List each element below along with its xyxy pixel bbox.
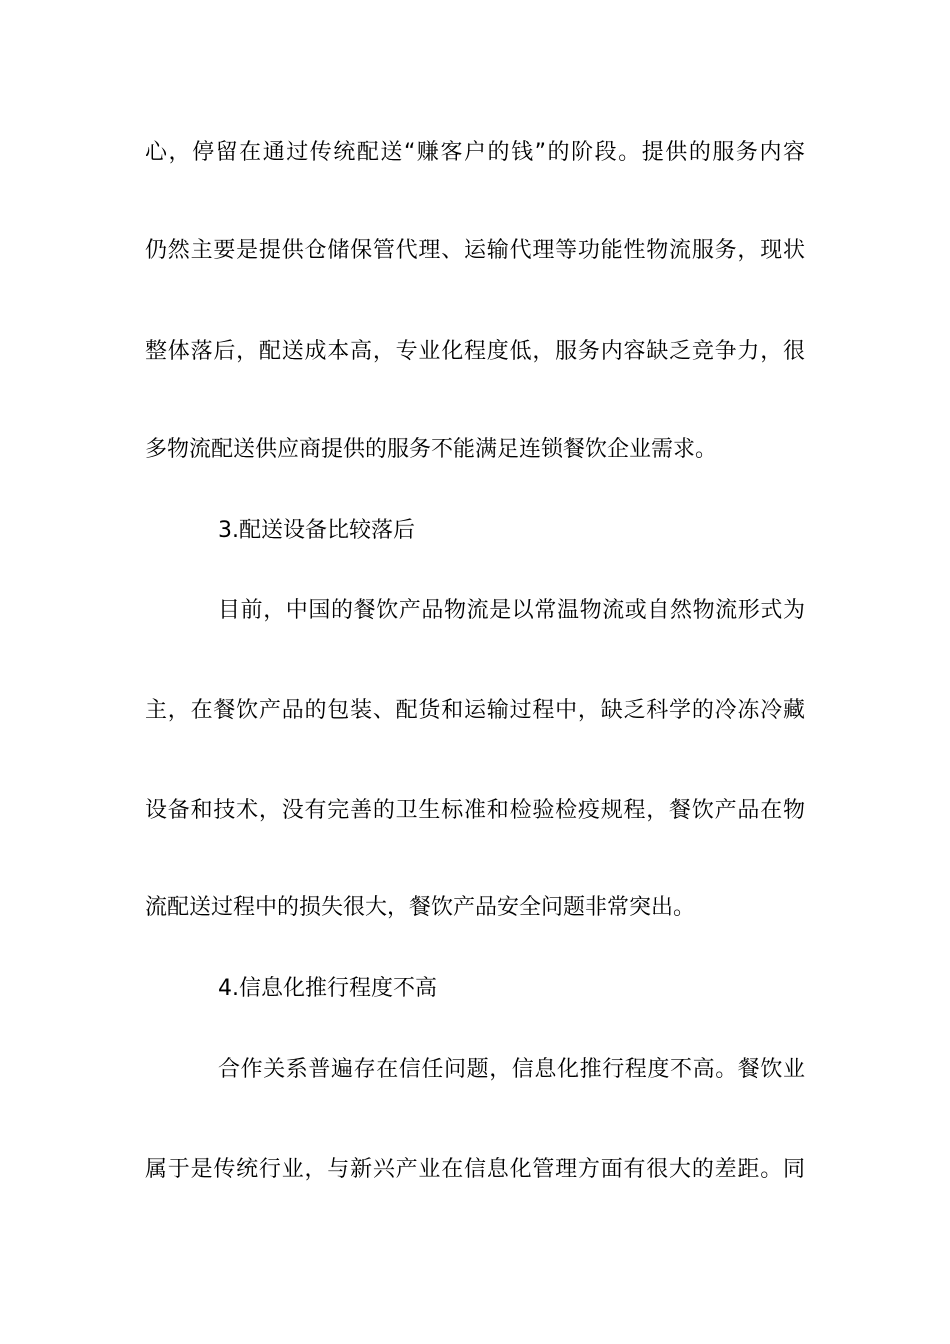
paragraph-line: 多物流配送供应商提供的服务不能满足连锁餐饮企业需求。: [145, 437, 718, 462]
paragraph-line: 合作关系普遍存在信任问题，信息化推行程度不高。餐饮业: [218, 1057, 805, 1082]
paragraph-line: 主，在餐饮产品的包装、配货和运输过程中，缺乏科学的冷冻冷藏: [145, 698, 805, 723]
paragraph-line: 属于是传统行业，与新兴产业在信息化管理方面有很大的差距。同: [145, 1157, 805, 1182]
section-heading-3: 3.配送设备比较落后: [218, 518, 415, 543]
paragraph-line: 流配送过程中的损失很大，餐饮产品安全问题非常突出。: [145, 895, 696, 920]
section-heading-4: 4.信息化推行程度不高: [218, 976, 437, 1001]
paragraph-line: 仍然主要是提供仓储保管代理、运输代理等功能性物流服务，现状: [145, 238, 805, 263]
paragraph-line: 设备和技术，没有完善的卫生标准和检验检疫规程，餐饮产品在物: [145, 798, 805, 823]
paragraph-line: 整体落后，配送成本高，专业化程度低，服务内容缺乏竞争力，很: [145, 339, 805, 364]
paragraph-line: 心，停留在通过传统配送“赚客户的钱”的阶段。提供的服务内容: [145, 140, 805, 165]
paragraph-line: 目前，中国的餐饮产品物流是以常温物流或自然物流形式为: [218, 598, 805, 623]
